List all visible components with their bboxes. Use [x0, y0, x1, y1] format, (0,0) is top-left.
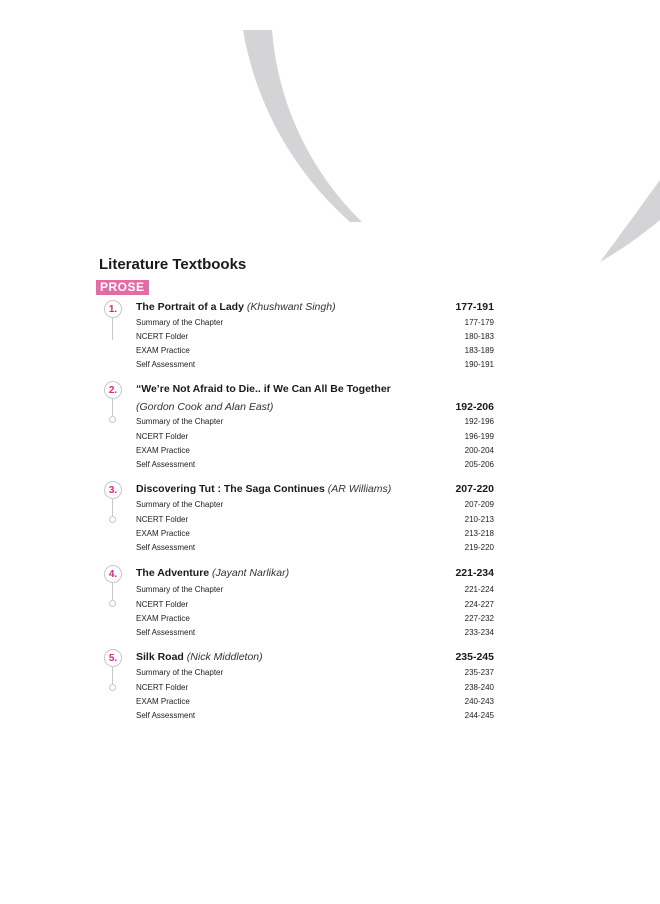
chapter-title-text: The Adventure: [136, 567, 210, 579]
chapter-author-line: [136, 401, 273, 413]
chapter-page-range: 192-206: [455, 401, 494, 413]
chapter-page-range: 207-220: [455, 483, 494, 495]
item-label[interactable]: NCERT Folder: [136, 600, 189, 609]
item-pages: 240-243: [464, 697, 494, 706]
item-label[interactable]: Self Assessment: [136, 543, 196, 552]
chapter-title[interactable]: [136, 483, 391, 495]
chapter-number-badge: 5.: [104, 649, 122, 667]
section-title: Literature Textbooks: [99, 256, 247, 273]
chapter-title-text: The Portrait of a Lady: [136, 301, 244, 313]
item-label[interactable]: Summary of the Chapter: [136, 318, 224, 327]
item-pages: 190-191: [464, 360, 494, 369]
item-pages: 210-213: [464, 515, 494, 524]
timeline-stem: [112, 583, 113, 601]
item-pages: 227-232: [464, 614, 494, 623]
chapter-title-text: Silk Road: [136, 651, 184, 663]
item-pages: 233-234: [464, 628, 494, 637]
item-label[interactable]: Self Assessment: [136, 360, 196, 369]
item-pages: 200-204: [464, 446, 494, 455]
item-label[interactable]: Summary of the Chapter: [136, 417, 224, 426]
item-pages: 205-206: [464, 460, 494, 469]
item-pages: 183-189: [464, 346, 494, 355]
timeline-stem: [112, 318, 113, 340]
item-pages: 244-245: [464, 711, 494, 720]
item-label[interactable]: Summary of the Chapter: [136, 585, 224, 594]
timeline-dot: [109, 516, 116, 523]
chapter-number-badge: 4.: [104, 565, 122, 583]
item-pages: 180-183: [464, 332, 494, 341]
chapter-author: (Nick Middleton): [186, 651, 263, 663]
item-pages: 238-240: [464, 683, 494, 692]
chapter-title[interactable]: [136, 567, 289, 579]
item-pages: 235-237: [464, 668, 494, 677]
item-label[interactable]: NCERT Folder: [136, 683, 189, 692]
chapter-title-text: Discovering Tut : The Saga Continues: [136, 483, 325, 495]
chapter-author: (Gordon Cook and Alan East): [136, 401, 274, 413]
item-label[interactable]: Self Assessment: [136, 711, 196, 720]
item-pages: 221-224: [464, 585, 494, 594]
item-pages: 207-209: [464, 500, 494, 509]
item-label[interactable]: EXAM Practice: [136, 346, 190, 355]
item-label[interactable]: NCERT Folder: [136, 515, 189, 524]
timeline-stem: [112, 399, 113, 417]
item-pages: 196-199: [464, 432, 494, 441]
chapter-author: (Jayant Narlikar): [212, 567, 290, 579]
item-label[interactable]: NCERT Folder: [136, 332, 189, 341]
item-label[interactable]: EXAM Practice: [136, 697, 190, 706]
chapter-page-range: 235-245: [455, 651, 494, 663]
item-pages: 219-220: [464, 543, 494, 552]
item-pages: 177-179: [464, 318, 494, 327]
timeline-stem: [112, 667, 113, 685]
chapter-author: (AR Williams): [327, 483, 392, 495]
chapter-title[interactable]: [136, 383, 391, 395]
chapter-title[interactable]: [136, 301, 336, 313]
chapter-page-range: 221-234: [455, 567, 494, 579]
item-label[interactable]: EXAM Practice: [136, 614, 190, 623]
item-pages: 192-196: [464, 417, 494, 426]
item-pages: 213-218: [464, 529, 494, 538]
timeline-dot: [109, 416, 116, 423]
item-label[interactable]: Self Assessment: [136, 460, 196, 469]
item-label[interactable]: Self Assessment: [136, 628, 196, 637]
timeline-dot: [109, 600, 116, 607]
chapter-title-text: “We’re Not Afraid to Die.. if We Can All Be Together: [136, 383, 391, 395]
chapter-page-range: 177-191: [455, 301, 494, 313]
chapter-author: (Khushwant Singh): [246, 301, 336, 313]
timeline-dot: [109, 684, 116, 691]
item-label[interactable]: EXAM Practice: [136, 529, 190, 538]
item-label[interactable]: EXAM Practice: [136, 446, 190, 455]
chapter-number-badge: 2.: [104, 381, 122, 399]
prose-badge: PROSE: [96, 280, 149, 295]
chapter-title[interactable]: [136, 651, 263, 663]
item-label[interactable]: Summary of the Chapter: [136, 668, 224, 677]
item-label[interactable]: NCERT Folder: [136, 432, 189, 441]
item-label[interactable]: Summary of the Chapter: [136, 500, 224, 509]
item-pages: 224-227: [464, 600, 494, 609]
timeline-stem: [112, 499, 113, 517]
chapter-number-badge: 3.: [104, 481, 122, 499]
chapter-number-badge: 1.: [104, 300, 122, 318]
